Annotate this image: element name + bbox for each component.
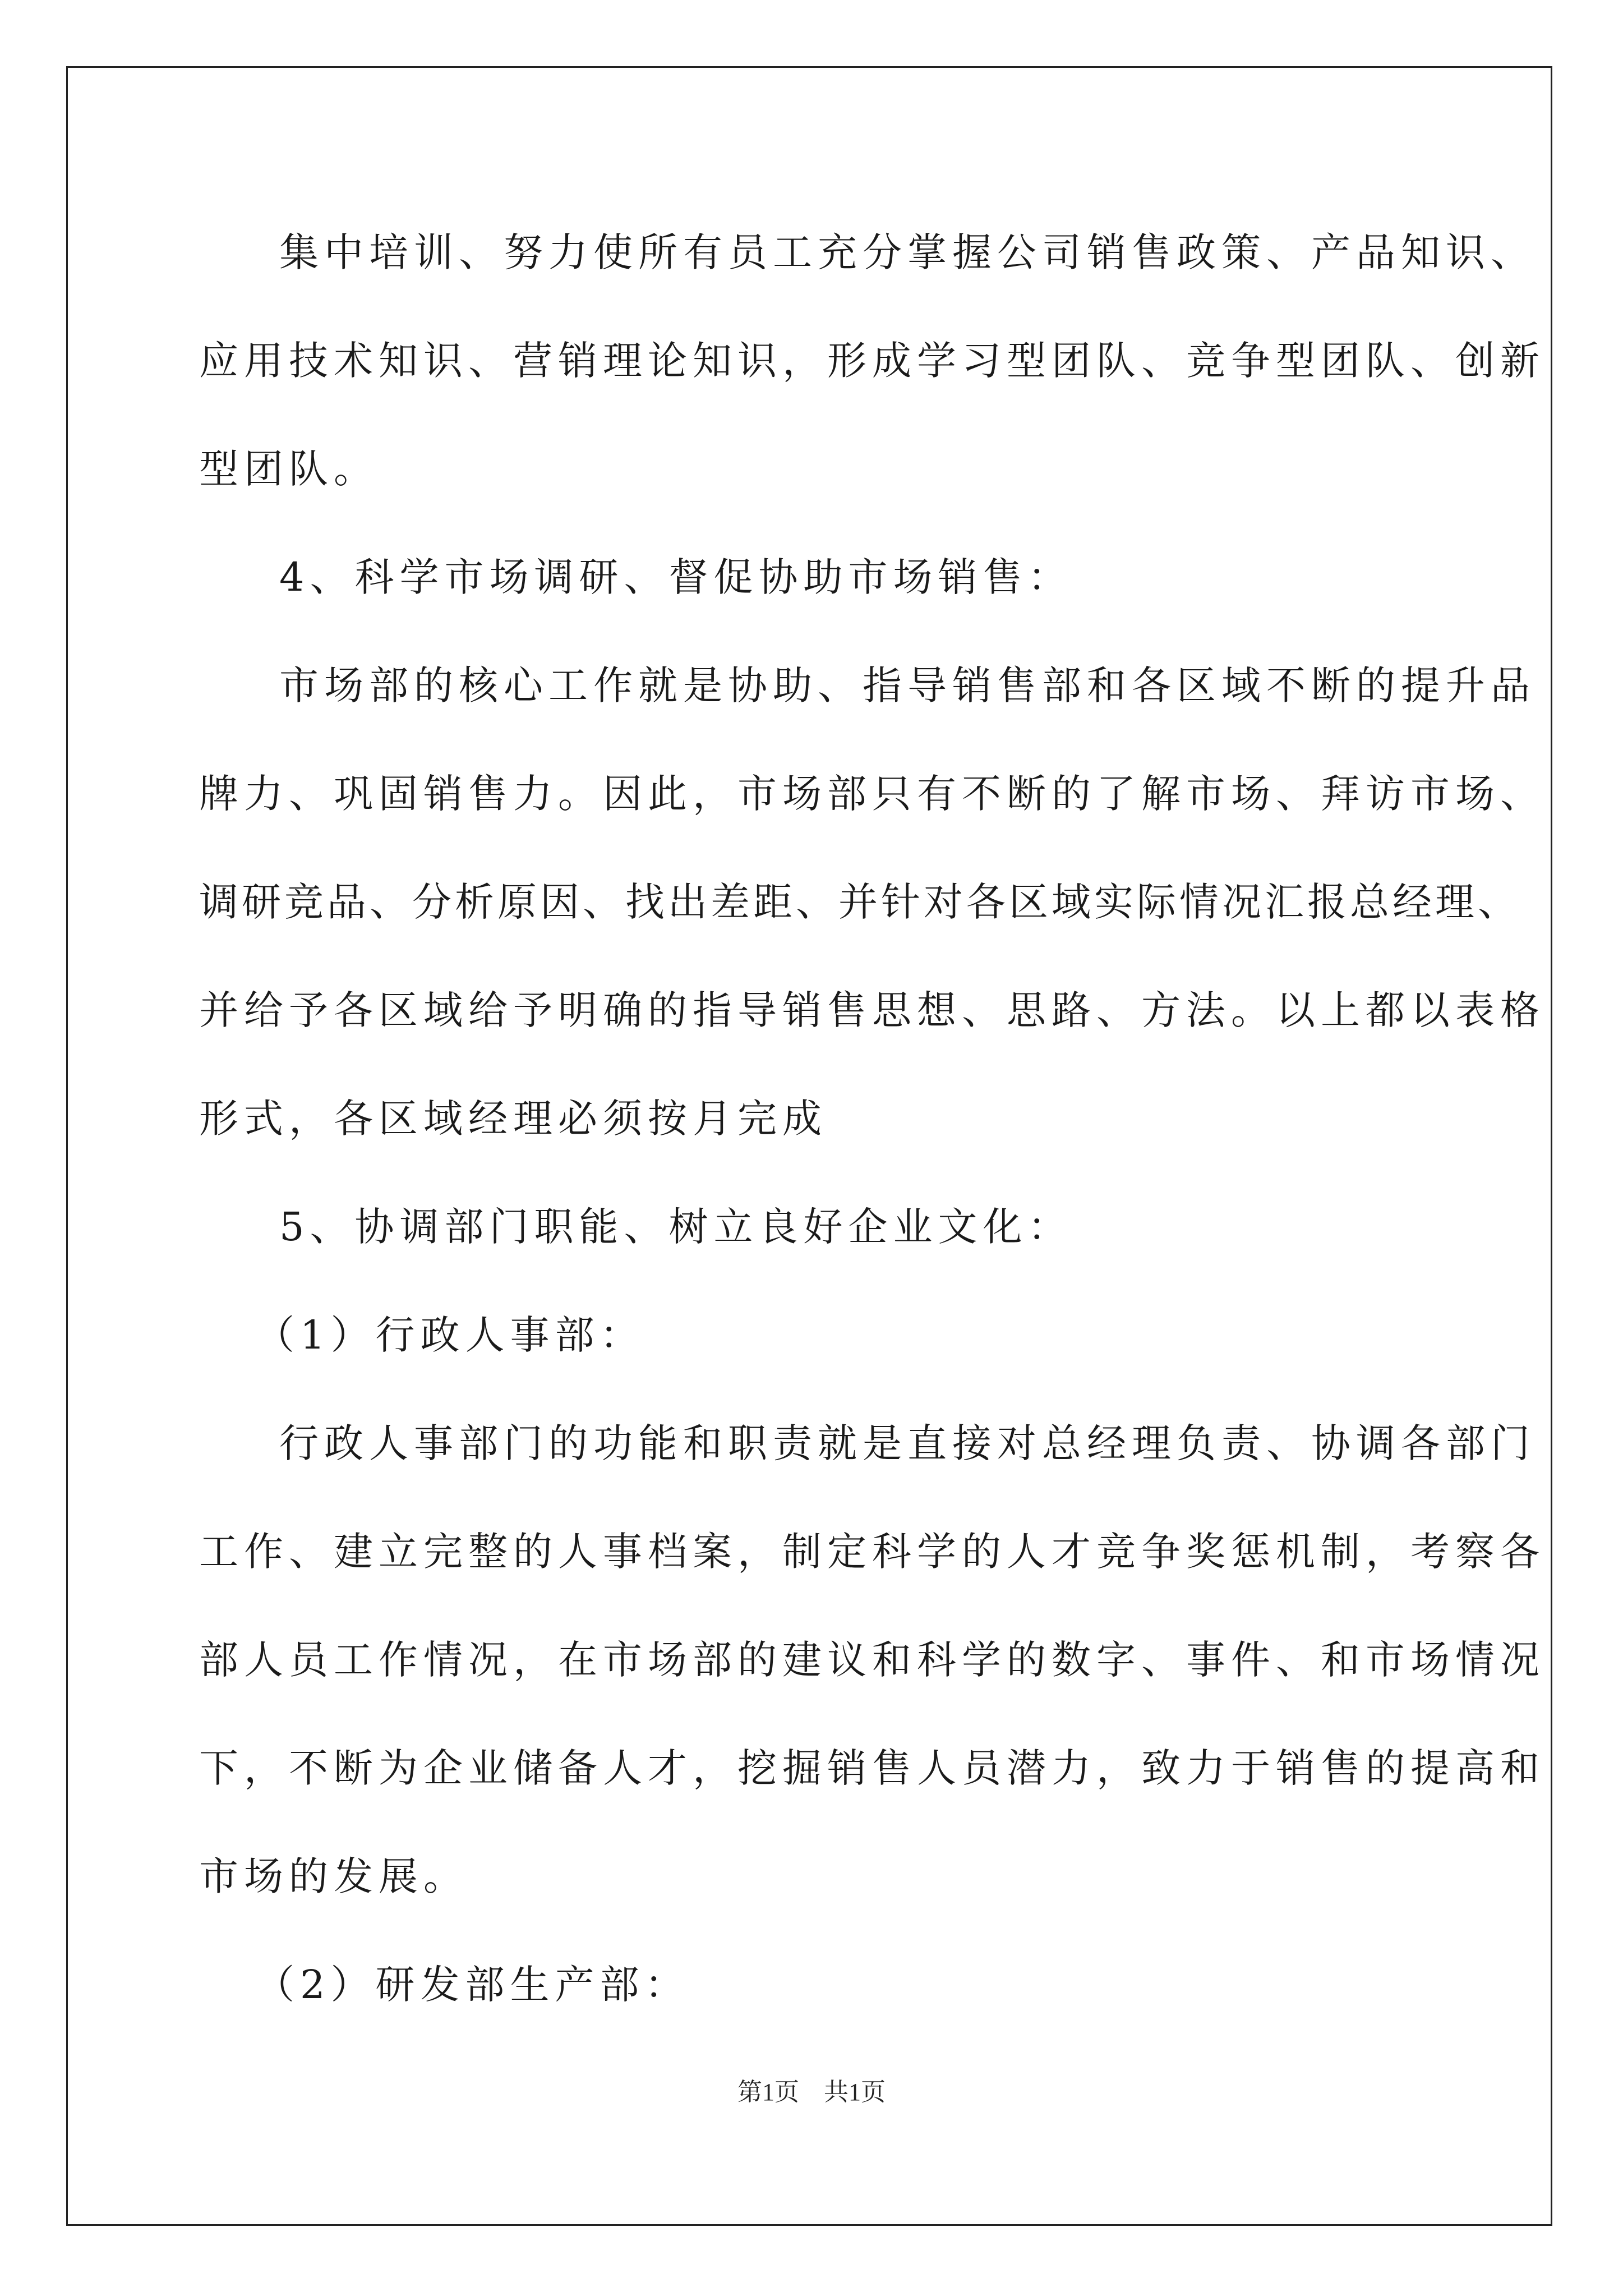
paragraph-line: 工作、建立完整的人事档案，制定科学的人才竞争奖惩机制，考察各 (199, 1529, 1545, 1575)
paragraph-line: 行政人事部门的功能和职责就是直接对总经理负责、协调各部门 (279, 1420, 1536, 1466)
paragraph-line: 集中培训、努力使所有员工充分掌握公司销售政策、产品知识、 (279, 229, 1536, 275)
paragraph-line: 调研竞品、分析原因、找出差距、并针对各区域实际情况汇报总经理、 (199, 879, 1520, 925)
paragraph-line: 应用技术知识、营销理论知识，形成学习型团队、竞争型团队、创新 (199, 338, 1545, 384)
paragraph-line: 市场的发展。 (199, 1853, 468, 1899)
paragraph-line: 并给予各区域给予明确的指导销售思想、思路、方法。以上都以表格 (199, 987, 1545, 1033)
paragraph-line: 型团队。 (199, 446, 379, 492)
paragraph-line: 形式，各区域经理必须按月完成 (199, 1096, 827, 1142)
paragraph-line: 牌力、巩固销售力。因此，市场部只有不断的了解市场、拜访市场、 (199, 771, 1545, 817)
section-heading: 5、协调部门职能、树立良好企业文化： (279, 1204, 1073, 1250)
subsection-heading: （1）行政人事部： (255, 1312, 645, 1358)
paragraph-line: 下，不断为企业储备人才，挖掘销售人员潜力，致力于销售的提高和 (199, 1745, 1545, 1791)
subsection-heading: （2）研发部生产部： (255, 1962, 690, 2008)
page-number: 第1页 共1页 (737, 2078, 886, 2106)
paragraph-line: 市场部的核心工作就是协助、指导销售部和各区域不断的提升品 (279, 662, 1536, 708)
paragraph-line: 部人员工作情况，在市场部的建议和科学的数字、事件、和市场情况 (199, 1637, 1545, 1683)
section-heading: 4、科学市场调研、督促协助市场销售： (279, 554, 1073, 600)
